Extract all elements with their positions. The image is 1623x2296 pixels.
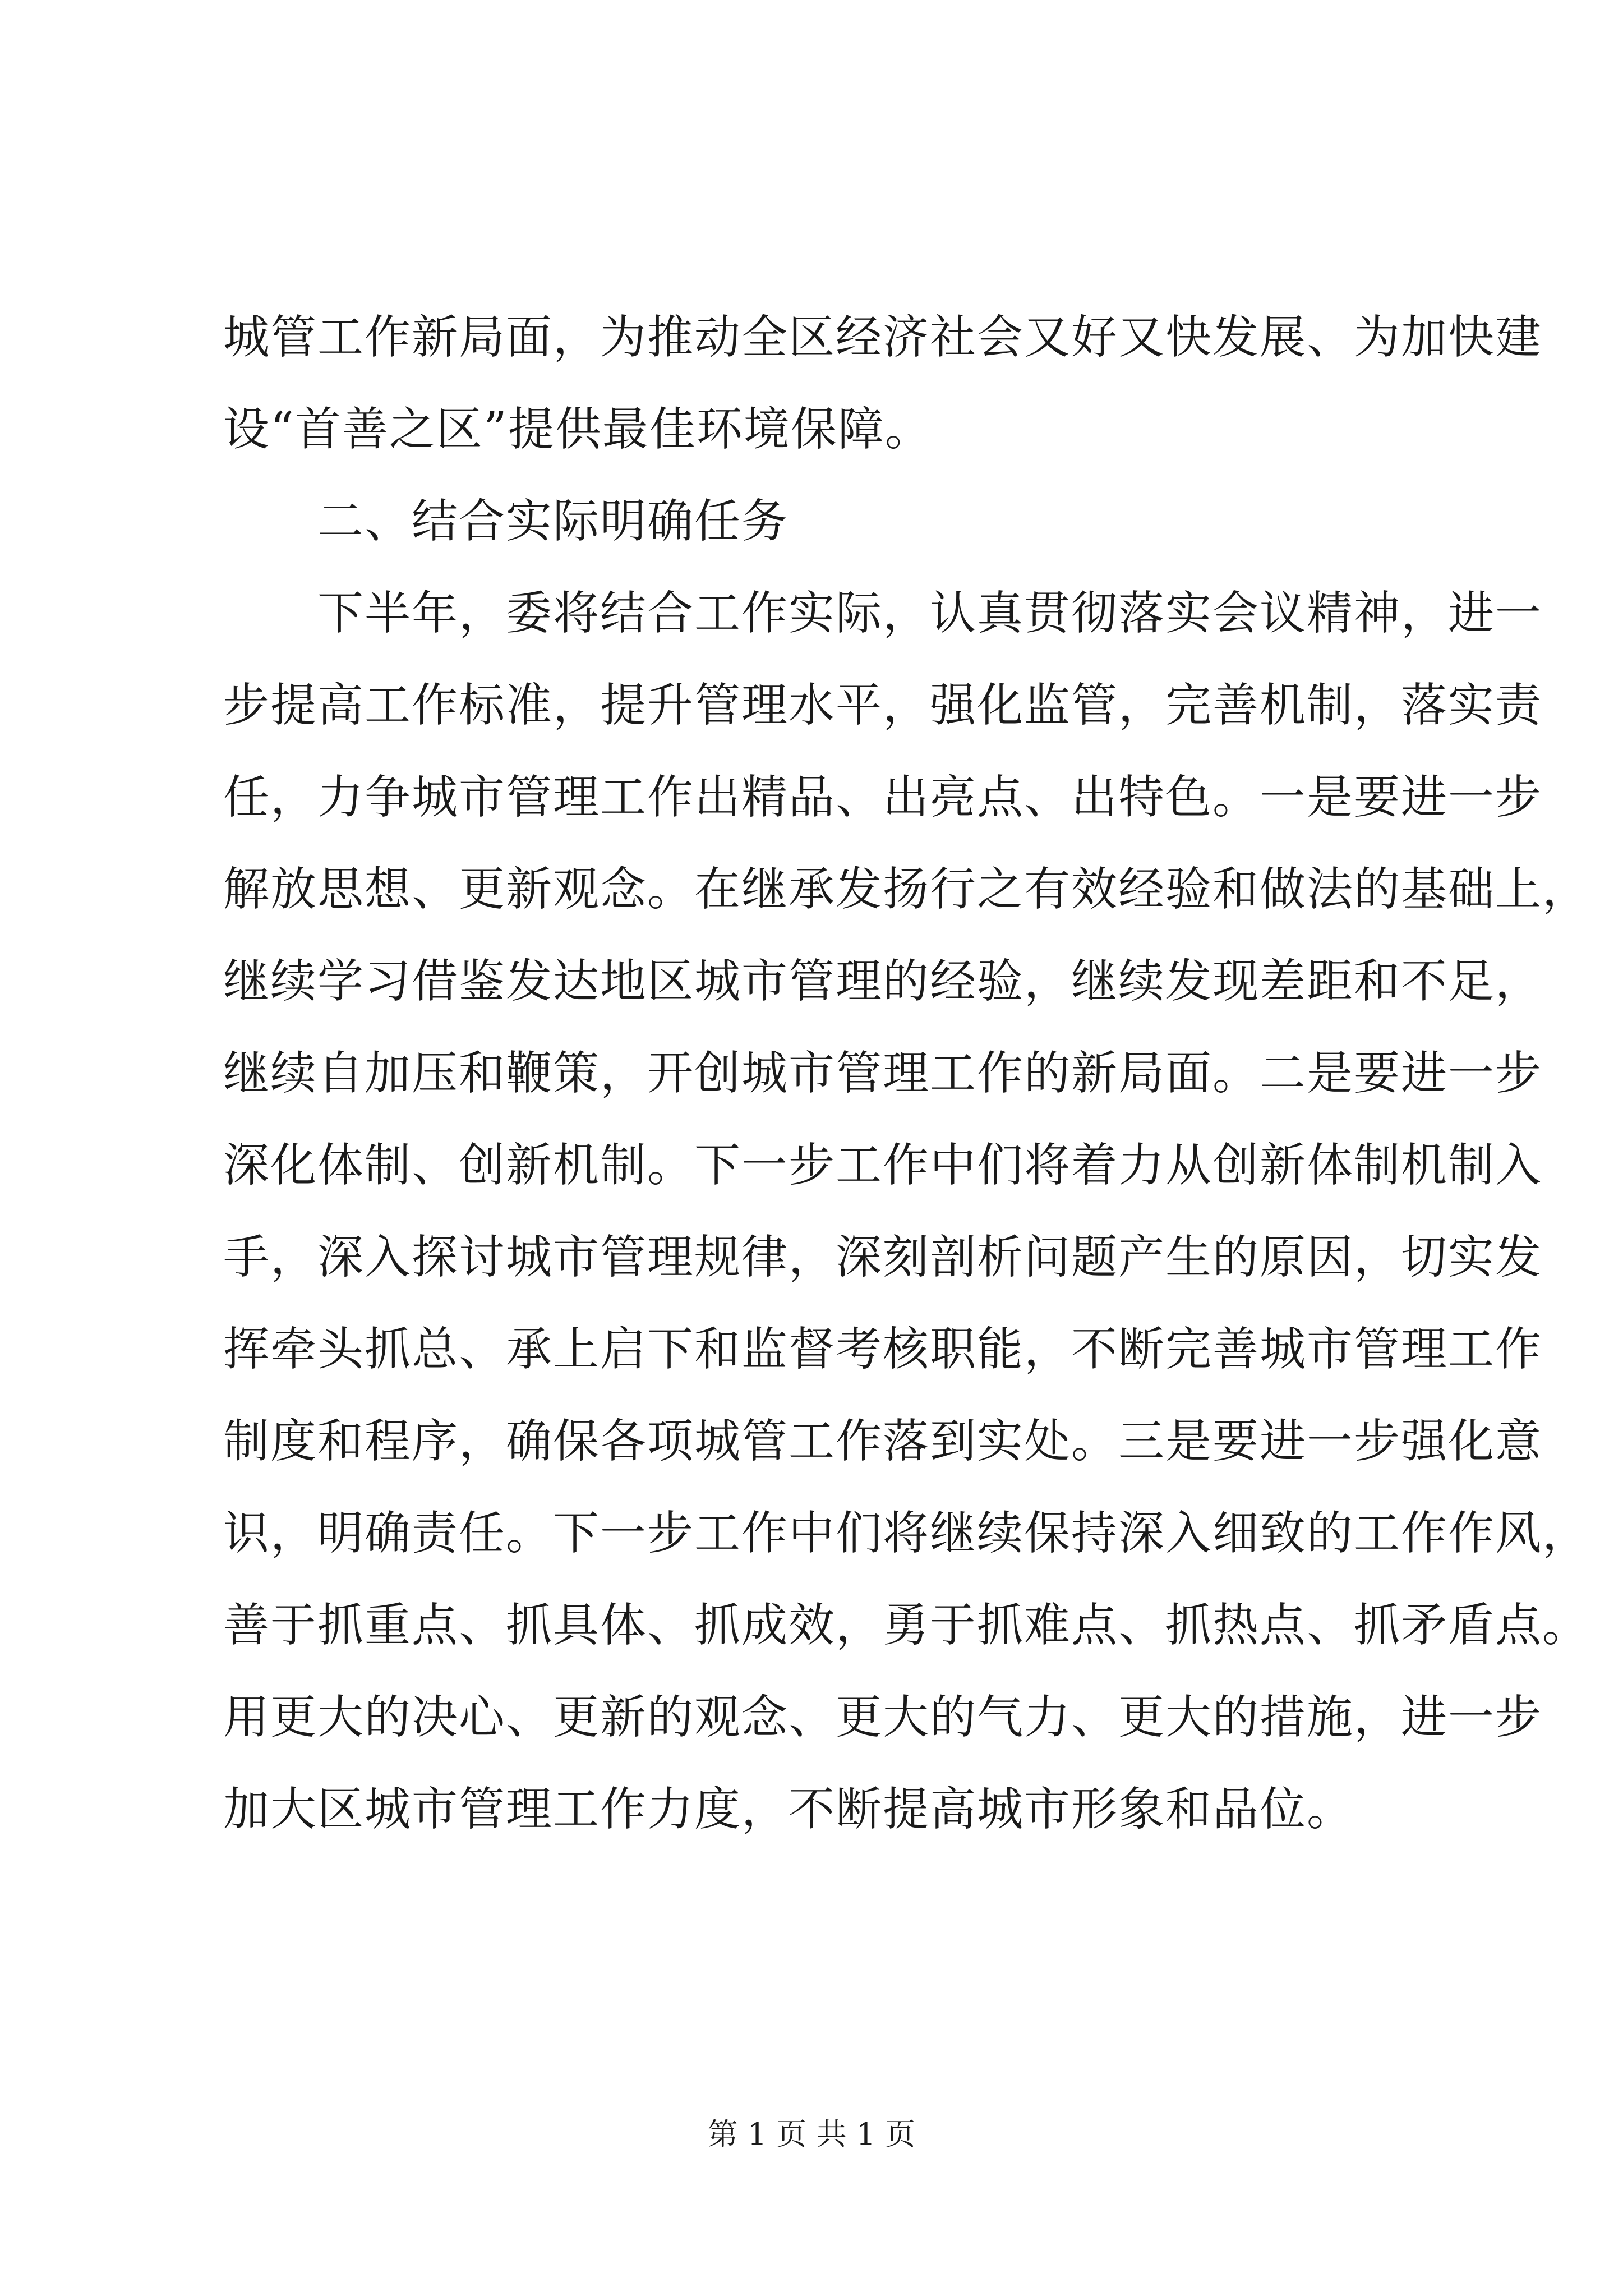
text-line: 解放思想、更新观念。在继承发扬行之有效经验和做法的基础上， (223, 863, 1590, 916)
text-line: 步提高工作标准，提升管理水平，强化监管，完善机制，落实责 (223, 679, 1543, 732)
text-line: 识，明确责任。下一步工作中们将继续保持深入细致的工作作风， (223, 1507, 1590, 1560)
text-line: 设“首善之区”提供最佳环境保障。 (223, 403, 932, 456)
text-line: 加大区城市管理工作力度，不断提高城市形象和品位。 (223, 1783, 1354, 1836)
text-line: 下半年，委将结合工作实际，认真贯彻落实会议精神，进一 (223, 587, 1543, 640)
section-heading: 二、结合实际明确任务 (223, 495, 789, 548)
document-body (223, 292, 1590, 1856)
text-line: 手，深入探讨城市管理规律，深刻剖析问题产生的原因，切实发 (223, 1231, 1543, 1284)
text-line: 继续学习借鉴发达地区城市管理的经验，继续发现差距和不足， (223, 955, 1543, 1008)
text-line: 用更大的决心、更新的观念、更大的气力、更大的措施，进一步 (223, 1691, 1543, 1744)
text-line: 制度和程序，确保各项城管工作落到实处。三是要进一步强化意 (223, 1415, 1543, 1468)
text-line: 任，力争城市管理工作出精品、出亮点、出特色。一是要进一步 (223, 771, 1543, 824)
text-line: 继续自加压和鞭策，开创城市管理工作的新局面。二是要进一步 (223, 1047, 1543, 1100)
text-line: 深化体制、创新机制。下一步工作中们将着力从创新体制机制入 (223, 1139, 1543, 1192)
page-number-footer: 第 1 页 共 1 页 (707, 2116, 916, 2152)
text-line: 善于抓重点、抓具体、抓成效，勇于抓难点、抓热点、抓矛盾点。 (223, 1599, 1590, 1652)
text-line: 城管工作新局面，为推动全区经济社会又好又快发展、为加快建 (223, 311, 1543, 364)
text-line: 挥牵头抓总、承上启下和监督考核职能，不断完善城市管理工作 (223, 1323, 1543, 1376)
